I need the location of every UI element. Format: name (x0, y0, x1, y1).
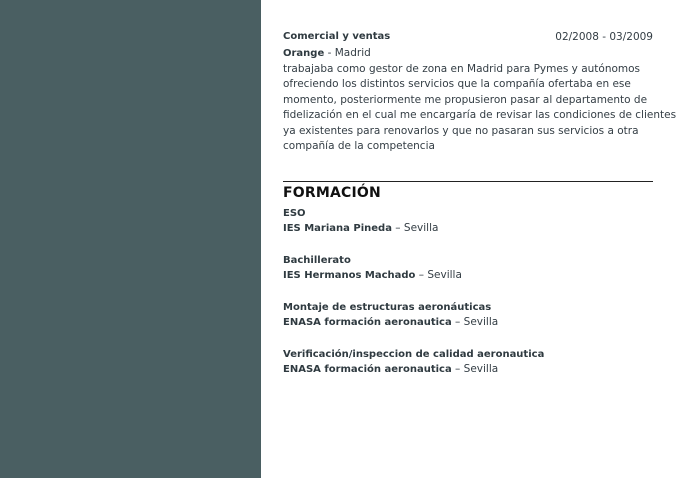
school-name: ENASA formación aeronautica (283, 364, 452, 375)
job-description-line: momento, posteriormente me propusieron pasar al departamento de (283, 93, 648, 106)
school-name: ENASA formación aeronautica (283, 317, 452, 328)
sidebar-panel (0, 0, 261, 478)
education-school-line (283, 315, 653, 331)
school-name: IES Hermanos Machado (283, 270, 416, 281)
job-description (283, 62, 677, 155)
experience-entry (283, 31, 677, 155)
education-school-line (283, 362, 653, 378)
school-city: Sevilla (427, 269, 462, 281)
education-title: Verificación/inspeccion de calidad aeronautica (283, 348, 545, 360)
job-dates: 02/2008 - 03/2009 (555, 31, 653, 43)
education-title: ESO (283, 207, 306, 219)
education-title: Bachillerato (283, 254, 351, 266)
education-entry (283, 206, 653, 237)
education-entry (283, 253, 653, 284)
education-title: Montaje de estructuras aeronáuticas (283, 301, 492, 313)
school-separator: – (451, 316, 464, 328)
job-description-line: fidelización en el cual me encargaría de revisar las condiciones de clientes (283, 109, 677, 121)
education-school-line (283, 268, 653, 284)
school-city: Sevilla (463, 363, 499, 375)
job-description-line: trabajaba como gestor de zona en Madrid para Pymes y autónomos (283, 62, 641, 75)
job-description-line: ya existentes para renovarlos y que no pasaran sus servicios a otra (283, 124, 639, 137)
education-entry (283, 300, 653, 331)
education-school-line (283, 221, 653, 237)
job-title: Comercial y ventas (283, 31, 391, 42)
school-separator: – (415, 269, 428, 281)
resume-main-column (283, 31, 677, 378)
experience-header (283, 31, 653, 46)
education-entry (283, 347, 653, 378)
job-description-line: ofreciendo los distintos servicios que la compañía ofertaba en ese (283, 78, 631, 90)
school-separator: – (391, 222, 404, 234)
company-location: Madrid (334, 47, 371, 59)
school-name: IES Mariana Pineda (283, 223, 392, 234)
job-description-line: compañía de la competencia (283, 140, 435, 152)
education-heading: FORMACIÓN (283, 184, 381, 201)
section-divider (283, 181, 653, 182)
company-separator: - (324, 47, 335, 59)
school-city: Sevilla (403, 222, 439, 234)
school-separator: – (451, 363, 464, 375)
job-company-line (283, 46, 653, 62)
company-name: Orange (283, 48, 325, 59)
school-city: Sevilla (463, 316, 499, 328)
